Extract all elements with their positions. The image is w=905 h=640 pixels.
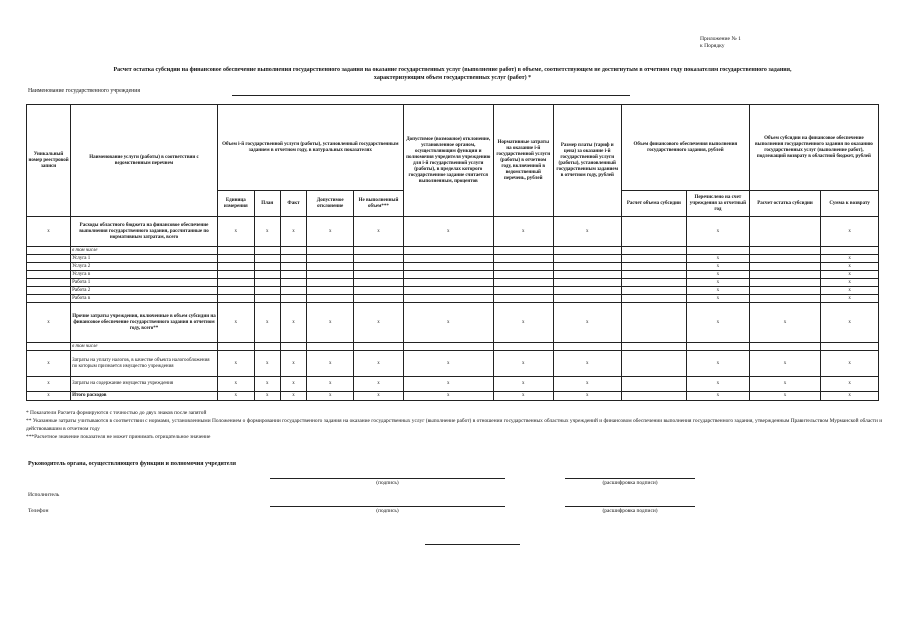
cell-x: x — [27, 303, 71, 343]
cell-x: x — [749, 351, 820, 377]
cell-x: x — [553, 392, 621, 401]
cell-x: x — [280, 303, 306, 343]
cell-x: x — [307, 351, 354, 377]
cell-x: x — [307, 217, 354, 247]
cell-x: x — [493, 217, 553, 247]
cell-x: x — [403, 392, 493, 401]
institution-field[interactable] — [232, 95, 630, 96]
row-label-service-n: Услуга n — [71, 271, 218, 279]
executor-decoding-field[interactable] — [565, 506, 695, 507]
cell-x: x — [553, 303, 621, 343]
cell-x: x — [821, 303, 879, 343]
executor-label: Исполнитель — [28, 492, 60, 498]
cell-x: x — [217, 351, 254, 377]
cell-x: x — [493, 303, 553, 343]
cell-x: x — [354, 303, 403, 343]
header-return: Объем субсидии на финансовое обеспечение выполнения государственного задания по оказанию государственных услуг (выполнение работ), подлежащий возврату в областной бюджет, рублей — [749, 105, 878, 191]
head-decoding-caption: (расшифровка подписи) — [602, 480, 658, 486]
cell-x: x — [821, 287, 879, 295]
cell-x: x — [553, 351, 621, 377]
header-calc-balance: Расчет остатка субсидии — [749, 191, 820, 217]
cell-x: x — [217, 303, 254, 343]
cell-x: x — [553, 377, 621, 392]
cell-x: x — [686, 271, 749, 279]
cell-x: x — [280, 217, 306, 247]
row-label-service-2: Услуга 2 — [71, 263, 218, 271]
document-title — [20, 66, 885, 82]
header-normative-costs: Нормативные затраты на оказание i-й государственной услуги (работы) в отчетном году, включенной в ведомственный перечень, рублей — [493, 105, 553, 217]
header-unique-number: Уникальный номер реестровой записи — [27, 105, 71, 217]
cell-x: x — [821, 271, 879, 279]
cell-x: x — [686, 263, 749, 271]
cell-x: x — [686, 287, 749, 295]
cell-x: x — [27, 351, 71, 377]
cell-x: x — [280, 392, 306, 401]
footnote-2: ** Указанные затраты учитываются в соответствии с нормами, установленными Положением о формировании государственного задания на оказание государственных услуг (выполнение работ) в отношении государственных областных учреждений и финансовом обеспечении выполнения государственного задания, утвержденным Правительством Мурманской области и действовавшим в отчетном году — [26, 418, 883, 433]
cell-x: x — [686, 303, 749, 343]
row-label-taxes: Затраты на уплату налогов, в качестве объекта налогообложения по которым признается имущество учреждения — [71, 351, 218, 377]
cell-x: x — [354, 377, 403, 392]
cell-empty[interactable] — [621, 351, 686, 377]
header-unit: Единица измерения — [217, 191, 254, 217]
header-unfulfilled: Не выполненный объем*** — [354, 191, 403, 217]
footnotes — [26, 409, 886, 441]
header-funding: Объем финансового обеспечения выполнения государственного задания, рублей — [621, 105, 749, 191]
cell-x: x — [553, 217, 621, 247]
table-row — [27, 343, 879, 351]
row-label-work-n: Работа n — [71, 295, 218, 303]
executor-signature-caption: (подпись) — [376, 508, 399, 514]
head-decoding-field[interactable] — [565, 478, 695, 479]
cell-x: x — [821, 255, 879, 263]
table-row — [27, 255, 879, 263]
cell-empty[interactable] — [621, 392, 686, 401]
cell-x: x — [493, 351, 553, 377]
table-row — [27, 295, 879, 303]
table-row — [27, 351, 879, 377]
cell-x: x — [254, 303, 280, 343]
executor-signature-field[interactable] — [270, 506, 505, 507]
institution-label: Наименование государственного учреждения — [28, 88, 141, 94]
cell-x: x — [821, 351, 879, 377]
phone-field[interactable] — [425, 544, 520, 545]
footnote-1: * Показатели Расчета формируются с точностью до двух знаков после запятой — [26, 410, 207, 416]
cell-x: x — [821, 377, 879, 392]
title-line-2: характеризующим объем государственных услуг (работ) * — [373, 75, 532, 82]
cell-x: x — [749, 392, 820, 401]
row-label-work-2: Работа 2 — [71, 287, 218, 295]
cell-x: x — [686, 351, 749, 377]
cell-x: x — [403, 217, 493, 247]
cell-empty[interactable] — [749, 217, 820, 247]
cell-x: x — [821, 217, 879, 247]
table-row — [27, 271, 879, 279]
cell-empty[interactable] — [621, 377, 686, 392]
cell-x: x — [354, 392, 403, 401]
cell-x: x — [280, 351, 306, 377]
row-label-work-1: Работа 1 — [71, 279, 218, 287]
head-signature-caption: (подпись) — [376, 480, 399, 486]
signature-head-label: Руководитель органа, осуществляющего функции и полномочия учредителя — [28, 461, 237, 467]
header-deviation: Допустимое (возможное) отклонение, установленное органом, осуществляющим функции и полномочия учредителя учреждению для i-й государственной услуги (работы), в пределах которого государственное задание считается выполненным, процентов — [403, 105, 493, 217]
cell-x: x — [821, 279, 879, 287]
cell-x: x — [821, 392, 879, 401]
header-service-name: Наименование услуги (работы) в соответствии с ведомственным перечнем — [71, 105, 218, 217]
cell-x: x — [686, 392, 749, 401]
cell-x: x — [686, 295, 749, 303]
footnote-3: ***Расчетное значение показателя не может принимать отрицательное значение — [26, 434, 211, 441]
cell-x: x — [686, 217, 749, 247]
row-label-total: Итого расходов — [71, 392, 218, 401]
table-row — [27, 287, 879, 295]
header-fact: Факт — [280, 191, 306, 217]
header-allowed-deviation: Допустимое отклонение — [307, 191, 354, 217]
cell-x: x — [354, 217, 403, 247]
cell-x: x — [493, 392, 553, 401]
head-signature-field[interactable] — [270, 478, 505, 479]
cell-x: x — [686, 279, 749, 287]
cell-x: x — [493, 377, 553, 392]
row-label-other-costs: Прочие затраты учреждения, включенные в объем субсидии на финансовое обеспечение государственного задания в отчетном году, всего** — [71, 303, 218, 343]
header-calc-volume: Расчет объема субсидии — [621, 191, 686, 217]
cell-x: x — [749, 303, 820, 343]
cell-x: x — [254, 217, 280, 247]
cell-x: x — [307, 377, 354, 392]
appendix-line-1: Приложение № 1 — [700, 36, 741, 42]
cell-x: x — [217, 217, 254, 247]
cell-x: x — [254, 377, 280, 392]
cell-x: x — [821, 263, 879, 271]
cell-empty[interactable] — [621, 303, 686, 343]
header-plan: План — [254, 191, 280, 217]
cell-x: x — [749, 377, 820, 392]
cell-x: x — [307, 392, 354, 401]
cell-x: x — [280, 377, 306, 392]
cell-x: x — [254, 392, 280, 401]
cell-x: x — [27, 392, 71, 401]
cell-x: x — [686, 255, 749, 263]
cell-x: x — [403, 377, 493, 392]
cell-x: x — [217, 392, 254, 401]
table-row — [27, 377, 879, 392]
table-row — [27, 303, 879, 343]
header-volume: Объем i-й государственной услуги (работы), установленный государственным заданием в отчетном году, в натуральных показателях — [217, 105, 403, 191]
cell-x: x — [217, 377, 254, 392]
table-row — [27, 392, 879, 401]
table-row — [27, 217, 879, 247]
executor-decoding-caption: (расшифровка подписи) — [602, 508, 658, 514]
appendix-line-2: к Порядку — [700, 42, 725, 49]
cell-empty[interactable] — [621, 217, 686, 247]
table-row — [27, 247, 879, 255]
cell-x: x — [821, 295, 879, 303]
row-label-service-1: Услуга 1 — [71, 255, 218, 263]
cell-x: x — [307, 303, 354, 343]
cell-x: x — [403, 303, 493, 343]
appendix-note — [700, 36, 741, 50]
calculation-table — [26, 104, 879, 401]
cell-x: x — [354, 351, 403, 377]
table-row — [27, 279, 879, 287]
row-label-budget: Расходы областного бюджета на финансовое обеспечение выполнения государственного задания, рассчитанные по нормативным затратам, всего — [71, 217, 218, 247]
row-label-including: в том числе — [71, 343, 218, 351]
cell-x: x — [27, 377, 71, 392]
phone-label: Телефон — [28, 508, 49, 514]
row-label-property-maintenance: Затраты на содержание имущества учреждения — [71, 377, 218, 392]
cell-x: x — [686, 377, 749, 392]
row-label-including: в том числе — [71, 247, 218, 255]
cell-x: x — [27, 217, 71, 247]
header-fee: Размер платы (тариф и цена) за оказание i-й государственной услуги (работы), установленный государственным заданием в отчетном году, рублей — [553, 105, 621, 217]
table-row — [27, 263, 879, 271]
title-line-1: Расчет остатка субсидии на финансовое обеспечение выполнения государственного задания на оказание государственных услуг (выполнение работ) в объеме, соответствующем не достигнутым в отчетном году показателям государственного задания, — [113, 67, 792, 73]
header-sum-return: Сумма к возврату — [821, 191, 879, 217]
cell-x: x — [403, 351, 493, 377]
header-transferred: Перечислено на счет учреждения за отчетный год — [686, 191, 749, 217]
cell-x: x — [254, 351, 280, 377]
